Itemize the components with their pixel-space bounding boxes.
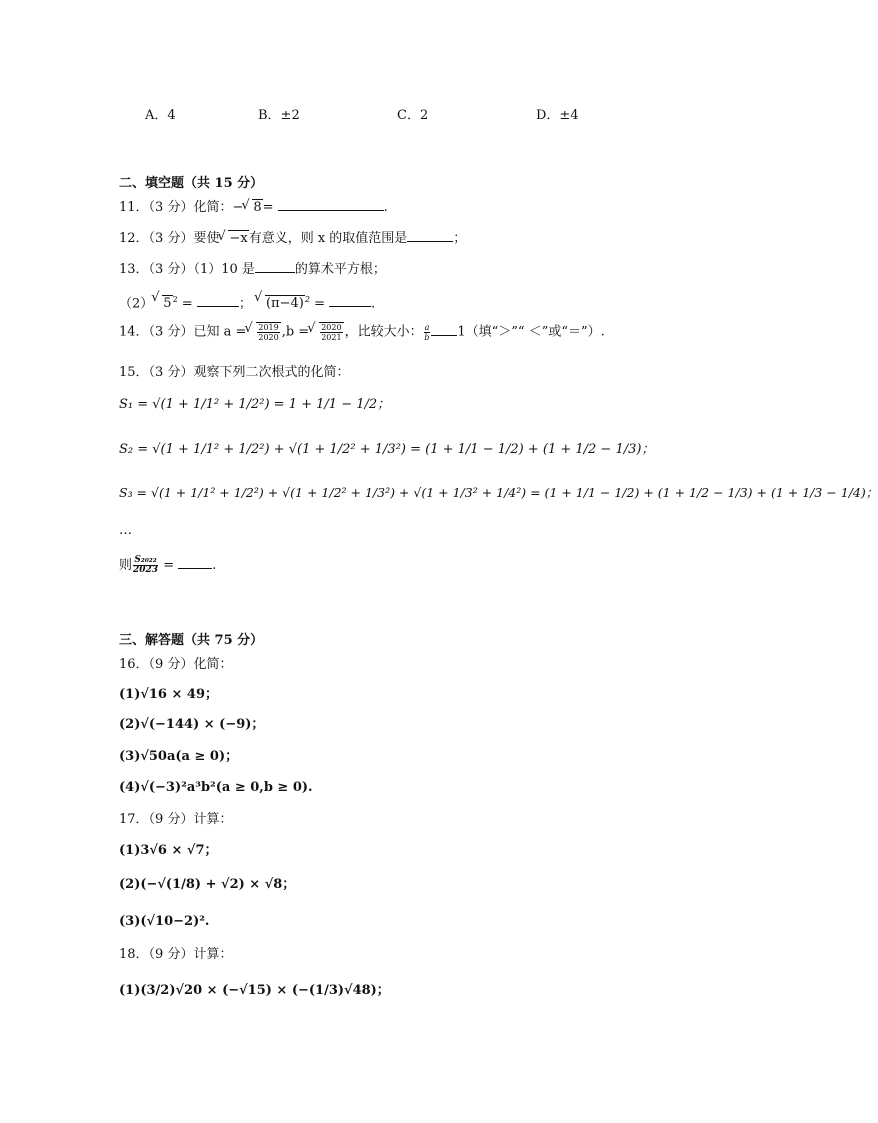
question-17-item-3: (3)(√10−2)².: [119, 914, 210, 929]
question-16-item-2: (2)√(−144) × (−9)；: [119, 717, 265, 732]
question-11: 11．（3 分）化简：−√ 8= .: [119, 198, 388, 217]
series-s2: S₂ = √(1 + 1/1² + 1/2²) + √(1 + 1/2² + 1/3²) = (1 + 1/1 − 1/2) + (1 + 1/2 − 1/3)；: [119, 442, 655, 457]
question-18-item-1: (1)(3/2)√20 × (−√15) × (−(1/3)√48)；: [119, 983, 390, 998]
series-s1: S₁ = √(1 + 1/1² + 1/2²) = 1 + 1/1 − 1/2；: [119, 397, 391, 412]
question-15: 15．（3 分）观察下列二次根式的化简：: [119, 365, 350, 380]
question-16-item-3: (3)√50a(a ≥ 0)；: [119, 749, 239, 764]
choice-d: D．±4: [536, 108, 579, 123]
answer-blank: [255, 260, 295, 273]
choice-b: B．±2: [258, 108, 300, 123]
answer-blank: [178, 556, 212, 569]
question-14: 14．（3 分）已知 a = √ $\frac{2019}{2020}$ ,b = √ $\frac{2020}{2021}$ ，比较大小： $\frac{a}{b}$ 1（填“＞”“ ＜”或“＝”）.: [119, 322, 605, 342]
question-13-part1: 13．（3 分）（1）10 是 的算术平方根；: [119, 262, 386, 277]
answer-blank: [329, 294, 371, 307]
question-18-title: 18．（9 分）计算：: [119, 947, 233, 962]
choice-a: A．4: [145, 108, 176, 123]
choice-c: C．2: [397, 108, 429, 123]
question-13-part2: （2）√ $5^2$ = ； √ $(\pi-4)^2$ = .: [119, 291, 375, 313]
series-s3: S₃ = √(1 + 1/1² + 1/2²) + √(1 + 1/2² + 1/3²) + √(1 + 1/3² + 1/4²) = (1 + 1/1 − 1/2) + (1 + 1/2 − 1/3) + (1 + 1/3 − 1/4)；: [119, 485, 878, 500]
section-title-fill-blank: 二、填空题（共 15 分）: [119, 176, 264, 191]
answer-blank: [197, 294, 239, 307]
answer-blank: [278, 198, 384, 211]
question-16-item-4: (4)√(−3)²a³b²(a ≥ 0,b ≥ 0).: [119, 780, 313, 795]
question-16-title: 16．（9 分）化简：: [119, 657, 233, 672]
question-12: 12．（3 分）要使√ −x有意义，则 x 的取值范围是 ；: [119, 229, 466, 248]
section-title-answer: 三、解答题（共 75 分）: [119, 633, 264, 648]
question-17-item-2: (2)(−√(1/8) + √2) × √8；: [119, 877, 296, 892]
question-15-answer: 则 $\frac{\text{S₂₀₂₂}}{2023}$ = .: [119, 555, 217, 575]
question-16-item-1: (1)√16 × 49；: [119, 687, 219, 702]
question-17-item-1: (1)3√6 × √7；: [119, 843, 218, 858]
answer-blank: [431, 323, 457, 336]
ellipsis: …: [119, 523, 132, 538]
question-17-title: 17．（9 分）计算：: [119, 812, 233, 827]
answer-blank: [407, 229, 453, 242]
